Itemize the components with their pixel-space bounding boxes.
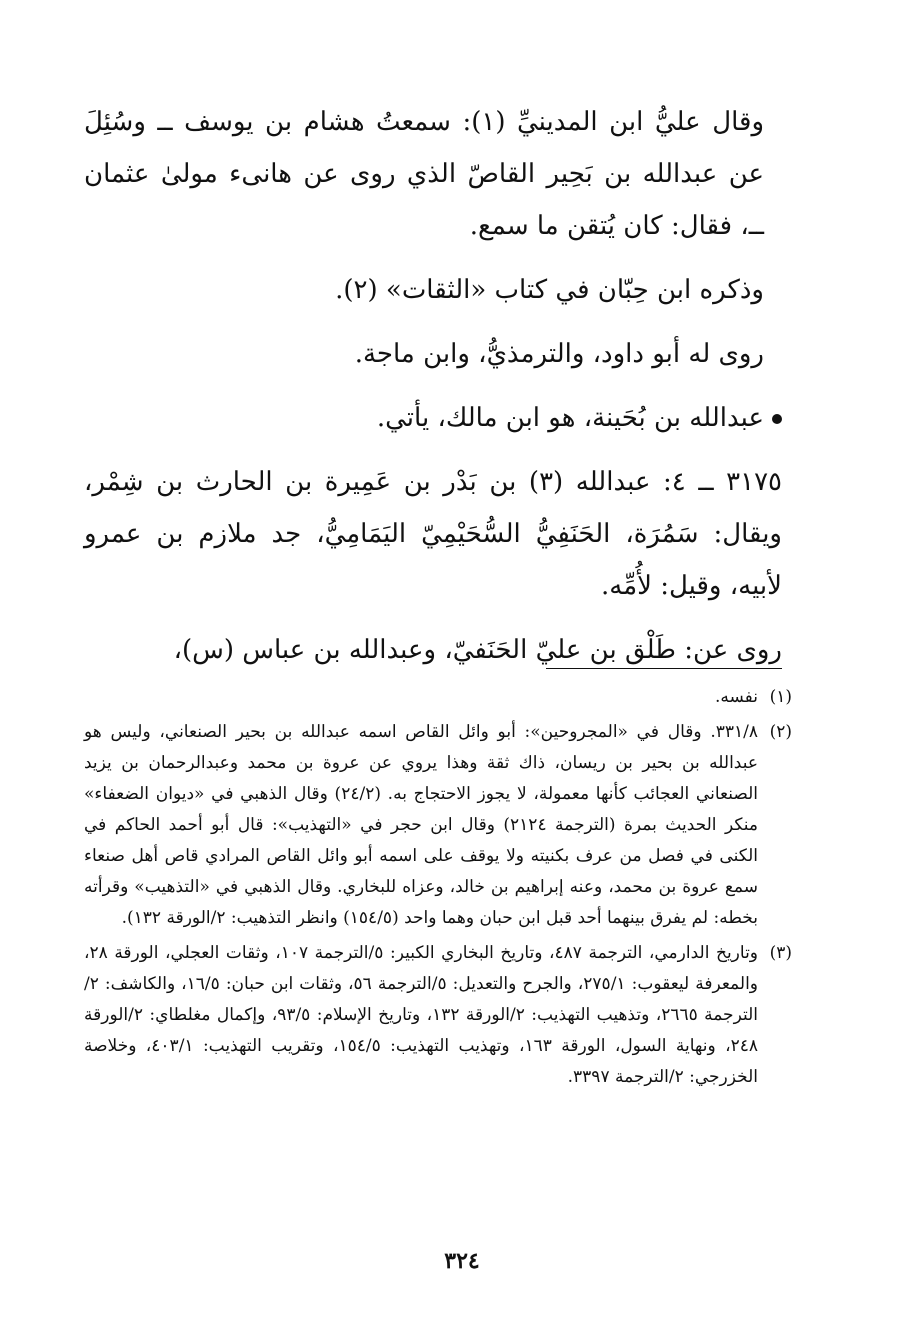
entry-3175: ٣١٧٥ ــ ٤: عبدالله (٣) بن بَدْر بن عَمِيرة بن الحارث بن شِمْر، ويقال: سَمُرَة، الحَنَفِيُّ السُّحَيْمِيّ اليَمَامِيُّ، جد ملازم بن عمرو لأبيه، وقيل: لأُمِّه.: [84, 467, 783, 601]
footnote-number: (٣): [769, 943, 792, 963]
footnote-divider: [546, 668, 782, 669]
footnote: [84, 938, 792, 1093]
footnote: [84, 717, 792, 934]
footnote-text: وتاريخ الدارمي، الترجمة ٤٨٧، وتاريخ البخاري الكبير: ٥/الترجمة ١٠٧، وثقات العجلي، الورقة ٢٨، والمعرفة ليعقوب: ٢٧٥/١، والجرح والتعديل: ٥/الترجمة ٥٦، وثقات ابن حبان: ١٦/٥، والكاشف: ٢/الترجمة ٢٦٦٥، وتذهيب التهذيب: ٢/الورقة ١٣٢، وتاريخ الإسلام: ٩٣/٥، وإكمال مغلطاي: ٢/الورقة ٢٤٨، ونهاية السول، الورقة ١٦٣، وتهذيب التهذيب: ١٥٤/٥، وتقريب التهذيب: ٤٠٣/١، وخلاصة الخزرجي: ٢/الترجمة ٣٣٩٧.: [84, 943, 759, 1087]
paragraph-narrated-from: روى عن: طَلْق بن عليّ الحَنَفيّ، وعبدالله بن عباس (س)،: [173, 635, 782, 665]
footnote-text: نفسه.: [714, 687, 758, 707]
paragraph-ibn-madini: وقال عليُّ ابن المدينيِّ (١): سمعتُ هشام بن يوسف ــ وسُئِلَ عن عبدالله بن بَحِير القاصّ الذي روى عن هانىء مولىٰ عثمان ــ، فقال: كان يُتقن ما سمع.: [84, 107, 765, 241]
footnote-text: ٣٣١/٨. وقال في «المجروحين»: أبو وائل القاص اسمه عبدالله بن بحير الصنعاني، وليس هو عبدالله بن بحير بن ريسان، ذاك ثقة وهذا يروي عن عروة بن محمد وعبدالرحمان بن يزيد الصنعاني العجائب كأنها معمولة، لا يجوز الاحتجاج به. (٢٤/٢) وقال الذهبي في «ديوان الضعفاء» منكر الحديث بمرة (الترجمة ٢١٢٤) وقال ابن حجر في «التهذيب»: قال أبو أحمد الحاكم في الكنى في فصل من عرف بكنيته ولا يوقف على اسمه أبو وائل القاص المرادي قاص أهل صنعاء سمع عروة بن محمد، وعنه إبراهيم بن خالد، وعزاه للبخاري. وقال الذهبي في «التذهيب» وقرأته بخطه: لم يفرق بينهما أحد قبل ابن حبان وهما واحد (١٥٤/٥) وانظر التذهيب: ٢/الورقة ١٣٢).: [84, 722, 758, 928]
page-number: ٣٢٤: [444, 1248, 480, 1274]
footnote: [84, 682, 792, 713]
cross-reference-text: عبدالله بن بُحَينة، هو ابن مالك، يأتي.: [376, 403, 764, 433]
main-text: [84, 96, 782, 676]
footnotes: [84, 682, 792, 1093]
paragraph-narrators: روى له أبو داود، والترمذيُّ، وابن ماجة.: [354, 339, 764, 369]
footnote-number: (١): [769, 687, 792, 707]
bullet-icon: [772, 414, 782, 424]
paragraph-ibn-hibban: وذكره ابن حِبّان في كتاب «الثقات» (٢).: [335, 275, 764, 305]
footnote-number: (٢): [769, 722, 792, 742]
paragraph-cross-reference: [84, 392, 782, 444]
